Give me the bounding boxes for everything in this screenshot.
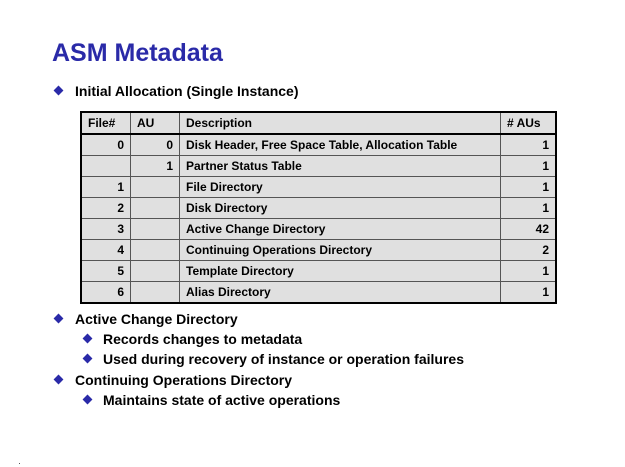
table-row xyxy=(81,240,556,261)
cell-description: File Directory xyxy=(180,177,501,198)
cell-au xyxy=(131,219,180,240)
cell-au xyxy=(131,198,180,219)
cell-num-aus: 1 xyxy=(501,134,557,156)
diamond-bullet-icon xyxy=(54,314,64,324)
cell-num-aus: 1 xyxy=(501,198,557,219)
cell-description: Disk Directory xyxy=(180,198,501,219)
cell-description: Partner Status Table xyxy=(180,156,501,177)
cell-au: 1 xyxy=(131,156,180,177)
cell-description: Template Directory xyxy=(180,261,501,282)
bullet-text: Records changes to metadata xyxy=(103,331,303,347)
cell-file: 5 xyxy=(81,261,131,282)
cell-au xyxy=(131,240,180,261)
cell-file: 1 xyxy=(81,177,131,198)
diamond-bullet-icon xyxy=(83,334,93,344)
bullet-text: Used during recovery of instance or operation failures xyxy=(103,351,464,367)
cell-au xyxy=(131,261,180,282)
table-row xyxy=(81,198,556,219)
cell-num-aus: 1 xyxy=(501,177,557,198)
bullet-text: Continuing Operations Directory xyxy=(75,372,293,388)
cell-file: 0 xyxy=(81,134,131,156)
diamond-bullet-icon xyxy=(54,86,64,96)
header-description: Description xyxy=(180,112,501,134)
cell-num-aus: 1 xyxy=(501,261,557,282)
diamond-bullet-icon xyxy=(83,395,93,405)
cell-num-aus: 1 xyxy=(501,156,557,177)
metadata-table xyxy=(80,111,557,304)
cell-num-aus: 42 xyxy=(501,219,557,240)
cell-file xyxy=(81,156,131,177)
cell-au xyxy=(131,282,180,304)
cell-num-aus: 1 xyxy=(501,282,557,304)
cell-au xyxy=(131,177,180,198)
cell-description: Continuing Operations Directory xyxy=(180,240,501,261)
table-row xyxy=(81,219,556,240)
cell-description: Alias Directory xyxy=(180,282,501,304)
cell-au: 0 xyxy=(131,134,180,156)
header-num-aus: # AUs xyxy=(501,112,557,134)
table-row xyxy=(81,134,556,156)
bullet-text: Active Change Directory xyxy=(75,311,238,327)
corner-dot xyxy=(19,463,20,464)
diamond-bullet-icon xyxy=(54,375,64,385)
bullet-text: Maintains state of active operations xyxy=(103,392,341,408)
table-row xyxy=(81,261,556,282)
cell-file: 6 xyxy=(81,282,131,304)
header-au: AU xyxy=(131,112,180,134)
cell-file: 3 xyxy=(81,219,131,240)
cell-num-aus: 2 xyxy=(501,240,557,261)
bullet-text: Initial Allocation (Single Instance) xyxy=(75,83,299,99)
table-row xyxy=(81,177,556,198)
diamond-bullet-icon xyxy=(83,354,93,364)
table-row xyxy=(81,282,556,304)
cell-description: Disk Header, Free Space Table, Allocation Table xyxy=(180,134,501,156)
cell-description: Active Change Directory xyxy=(180,219,501,240)
cell-file: 4 xyxy=(81,240,131,261)
cell-file: 2 xyxy=(81,198,131,219)
slide-title: ASM Metadata xyxy=(52,39,223,67)
header-file: File# xyxy=(81,112,131,134)
table-header-row xyxy=(81,112,556,134)
table-row xyxy=(81,156,556,177)
